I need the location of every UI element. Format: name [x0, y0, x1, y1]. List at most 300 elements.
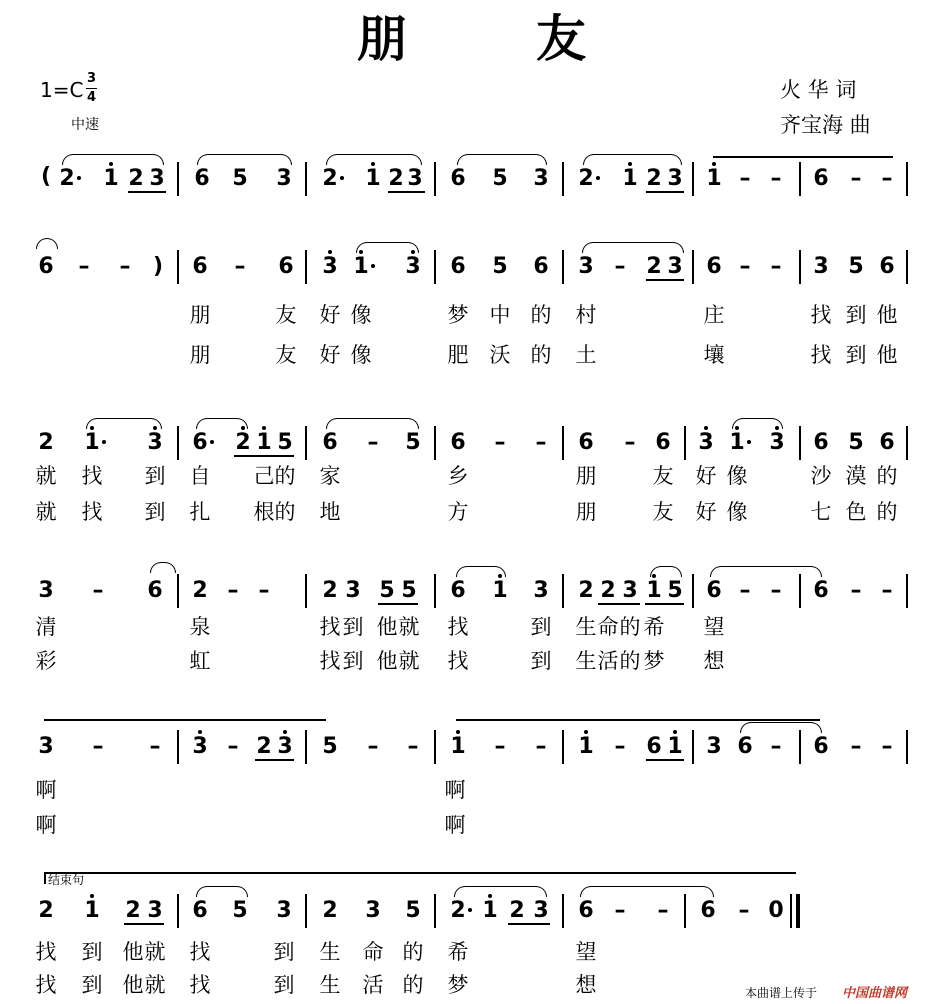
underline	[646, 759, 684, 761]
lyric-char: 找	[81, 500, 103, 524]
note: 3	[769, 430, 785, 455]
lyric-char: 找	[189, 973, 211, 997]
note: 2	[125, 898, 141, 923]
barline	[434, 894, 436, 928]
note: 1	[256, 430, 272, 455]
barline	[562, 574, 564, 608]
lyric-char: 他	[122, 973, 144, 997]
note: 2	[235, 430, 251, 455]
lyric-char: 命	[362, 940, 384, 964]
note: 3	[38, 578, 54, 603]
note: 3	[147, 898, 163, 923]
note: 0	[768, 898, 784, 923]
note: 2	[322, 898, 338, 923]
lyric-char: 到	[342, 615, 364, 639]
note: –	[770, 578, 782, 603]
note: 5	[379, 578, 395, 603]
note: 1	[353, 254, 369, 279]
barline	[177, 894, 179, 928]
note: 6	[278, 254, 294, 279]
lyric-char: 土	[575, 343, 597, 367]
note: 2	[38, 430, 54, 455]
note: –	[881, 734, 893, 759]
lyric-char: 找	[81, 464, 103, 488]
barline	[434, 250, 436, 284]
augmentation-dot	[371, 264, 375, 268]
lyric-char: 想	[703, 649, 725, 673]
note: 5	[401, 578, 417, 603]
ending-bracket-edge	[44, 872, 46, 884]
note: 2	[450, 898, 466, 923]
barline	[177, 730, 179, 764]
tie-slur	[196, 886, 248, 897]
note: 2	[322, 578, 338, 603]
lyric-char: 的	[530, 343, 552, 367]
augmentation-dot	[340, 176, 344, 180]
underline	[255, 759, 294, 761]
lyric-char: 朋	[575, 464, 597, 488]
note: 2	[388, 166, 404, 191]
lyric-char: 他	[376, 649, 398, 673]
lyric-char: 友	[652, 464, 674, 488]
note: –	[367, 430, 379, 455]
lyric-char: 庄	[703, 303, 725, 327]
note: 2	[646, 166, 662, 191]
note: 3	[276, 898, 292, 923]
note: 2	[256, 734, 272, 759]
note: 1	[729, 430, 745, 455]
lyric-char: 梦	[447, 303, 469, 327]
note: 6	[194, 166, 210, 191]
lyric-char: 的	[619, 615, 641, 639]
underline	[646, 279, 684, 281]
note: –	[535, 430, 547, 455]
barline	[799, 250, 801, 284]
barline	[434, 426, 436, 460]
note: –	[367, 734, 379, 759]
lyric-char: 就	[398, 649, 420, 673]
note: 6	[700, 898, 716, 923]
tie-slur	[582, 242, 684, 253]
tie-slur	[454, 886, 547, 897]
barline	[790, 894, 792, 928]
note: 2	[128, 166, 144, 191]
underline	[128, 191, 166, 193]
note: 6	[38, 254, 54, 279]
barline	[799, 730, 801, 764]
note: –	[494, 734, 506, 759]
note: –	[92, 578, 104, 603]
lyric-char: 友	[652, 500, 674, 524]
tie-slur	[356, 242, 419, 253]
barline	[562, 250, 564, 284]
lyric-char: 就	[398, 615, 420, 639]
lyric-char: 到	[144, 500, 166, 524]
lyric-char: 虹	[189, 649, 211, 673]
note: 5	[492, 166, 508, 191]
note: 3	[706, 734, 722, 759]
lyric-char: 望	[575, 940, 597, 964]
note: 1	[365, 166, 381, 191]
lyric-char: 像	[350, 343, 372, 367]
lyric-char: 找	[35, 940, 57, 964]
underline	[645, 603, 684, 605]
lyric-char: 生	[319, 940, 341, 964]
lyric-char: 他	[376, 615, 398, 639]
note: 1	[84, 898, 100, 923]
lyric-char: 梦	[643, 649, 665, 673]
underline	[234, 455, 294, 457]
lyric-char: 希	[643, 615, 665, 639]
lyric-char: 的	[402, 973, 424, 997]
lyric-char: 朋	[189, 343, 211, 367]
lyric-char: 像	[726, 464, 748, 488]
tie-slur	[326, 418, 419, 429]
ending-bracket	[44, 872, 796, 874]
note: 1	[492, 578, 508, 603]
note: 3	[365, 898, 381, 923]
note: 2	[322, 166, 338, 191]
lyric-char: 的	[274, 500, 296, 524]
time-signature-bottom: 4	[87, 90, 97, 105]
underline	[124, 923, 164, 925]
note: 2	[578, 166, 594, 191]
note: 3	[698, 430, 714, 455]
lyric-char: 友	[275, 343, 297, 367]
note: 3	[277, 734, 293, 759]
lyric-char: 找	[447, 615, 469, 639]
title-char-1: 朋	[357, 10, 407, 68]
barline	[906, 250, 908, 284]
lyric-char: 到	[845, 343, 867, 367]
note: 6	[813, 734, 829, 759]
note: 1	[103, 166, 119, 191]
note: 3	[667, 166, 683, 191]
high-octave-dot	[328, 250, 332, 254]
lyric-char: 中	[489, 303, 511, 327]
lyric-char: 好	[695, 500, 717, 524]
underline	[508, 923, 550, 925]
note: 2	[509, 898, 525, 923]
note: 6	[147, 578, 163, 603]
lyric-char: 到	[845, 303, 867, 327]
lyric-char: 啊	[35, 778, 57, 802]
note: 6	[578, 430, 594, 455]
lyric-char: 友	[275, 303, 297, 327]
barline	[799, 162, 801, 196]
lyric-char: 生	[319, 973, 341, 997]
barline	[305, 574, 307, 608]
note: 6	[322, 430, 338, 455]
lyric-char: 梦	[447, 973, 469, 997]
note: 6	[192, 898, 208, 923]
note: 3	[345, 578, 361, 603]
lyric-char: 就	[35, 500, 57, 524]
note: 6	[879, 430, 895, 455]
underline	[388, 191, 425, 193]
lyric-char: 自	[189, 464, 211, 488]
note: 2	[192, 578, 208, 603]
barline	[305, 730, 307, 764]
barline	[177, 574, 179, 608]
high-octave-dot	[456, 730, 460, 734]
barline	[796, 894, 800, 928]
composer-credit: 齐宝海 曲	[780, 113, 871, 137]
note: –	[614, 254, 626, 279]
note: 6	[450, 430, 466, 455]
lyric-char: 生	[575, 615, 597, 639]
underline	[598, 603, 640, 605]
note: 3	[192, 734, 208, 759]
note: –	[407, 734, 419, 759]
high-octave-dot	[198, 730, 202, 734]
tie-long	[456, 719, 820, 721]
lyric-char: 命	[597, 615, 619, 639]
high-octave-dot	[283, 730, 287, 734]
tie-slur	[86, 418, 162, 429]
lyric-char: 肥	[447, 343, 469, 367]
lyric-char: 望	[703, 615, 725, 639]
barline	[906, 574, 908, 608]
barline	[305, 426, 307, 460]
tie-slur	[732, 418, 783, 429]
tie-slur	[150, 562, 176, 573]
note: –	[739, 254, 751, 279]
note: –	[850, 734, 862, 759]
lyric-char: 壤	[703, 343, 725, 367]
lyric-char: 彩	[35, 649, 57, 673]
note: 6	[737, 734, 753, 759]
barline	[434, 730, 436, 764]
lyric-char: 漠	[845, 464, 867, 488]
lyric-char: 好	[695, 464, 717, 488]
lyric-char: 生	[575, 649, 597, 673]
lyric-char: 他	[876, 343, 898, 367]
barline	[692, 730, 694, 764]
tie-slur	[650, 566, 682, 577]
augmentation-dot	[77, 176, 81, 180]
note: 2	[38, 898, 54, 923]
lyric-char: 到	[273, 940, 295, 964]
note: 6	[578, 898, 594, 923]
lyric-char: 朋	[189, 303, 211, 327]
high-octave-dot	[262, 426, 266, 430]
augmentation-dot	[596, 176, 600, 180]
note: 2	[578, 578, 594, 603]
note: 3	[533, 898, 549, 923]
note: –	[850, 578, 862, 603]
barline	[692, 250, 694, 284]
tie-slur	[580, 886, 714, 897]
lyric-char: 的	[530, 303, 552, 327]
lyric-char: 到	[81, 973, 103, 997]
barline	[562, 162, 564, 196]
tempo-marking: 中速	[71, 117, 99, 133]
lyric-char: 朋	[575, 500, 597, 524]
lyric-char: 找	[447, 649, 469, 673]
note: 6	[706, 254, 722, 279]
note: 1	[646, 578, 662, 603]
note: 6	[450, 578, 466, 603]
lyric-char: 啊	[35, 813, 57, 837]
note: 3	[667, 254, 683, 279]
barline	[562, 730, 564, 764]
lyric-char: 乡	[447, 464, 469, 488]
lyric-char: 就	[144, 940, 166, 964]
note: 3	[322, 254, 338, 279]
high-octave-dot	[673, 730, 677, 734]
barline	[692, 574, 694, 608]
note: 3	[276, 166, 292, 191]
note: –	[78, 254, 90, 279]
ending-label: 结束句	[48, 873, 85, 887]
note: 3	[149, 166, 165, 191]
note: 6	[879, 254, 895, 279]
note: –	[657, 898, 669, 923]
note: 5	[232, 166, 248, 191]
augmentation-dot	[747, 440, 751, 444]
tie-slur	[710, 566, 822, 577]
barline	[305, 250, 307, 284]
note: 3	[533, 166, 549, 191]
note: 3	[578, 254, 594, 279]
augmentation-dot	[468, 908, 472, 912]
note: 2	[59, 166, 75, 191]
title-char-2: 友	[536, 10, 586, 68]
note: 5	[848, 430, 864, 455]
note: 1	[706, 166, 722, 191]
lyric-char: 根	[253, 500, 275, 524]
note: 6	[813, 430, 829, 455]
note: (	[40, 164, 52, 189]
note: 5	[232, 898, 248, 923]
lyric-char: 就	[35, 464, 57, 488]
lyric-char: 地	[319, 500, 341, 524]
lyric-char: 想	[575, 973, 597, 997]
note: –	[227, 578, 239, 603]
lyric-char: 到	[530, 649, 552, 673]
note: 5	[405, 898, 421, 923]
note: 6	[533, 254, 549, 279]
note: 6	[655, 430, 671, 455]
note: 1	[667, 734, 683, 759]
note: –	[881, 166, 893, 191]
lyric-char: 方	[447, 500, 469, 524]
footer-upload-text: 本曲谱上传于	[745, 986, 818, 1000]
tie-slur	[36, 238, 58, 249]
note: 6	[192, 254, 208, 279]
tie-slur	[457, 154, 547, 165]
lyric-char: 到	[81, 940, 103, 964]
note: 6	[450, 166, 466, 191]
barline	[684, 426, 686, 460]
lyric-char: 找	[35, 973, 57, 997]
underline	[646, 191, 684, 193]
lyric-char: 沙	[810, 464, 832, 488]
lyric-char: 到	[342, 649, 364, 673]
lyric-char: 找	[189, 940, 211, 964]
barline	[906, 730, 908, 764]
lyric-char: 好	[319, 343, 341, 367]
note: –	[119, 254, 131, 279]
note: 3	[813, 254, 829, 279]
note: 6	[450, 254, 466, 279]
high-octave-dot	[704, 426, 708, 430]
tie-slur	[740, 722, 822, 733]
site-logo: 中国曲谱网	[842, 986, 908, 1001]
lyric-char: 就	[144, 973, 166, 997]
note: 5	[405, 430, 421, 455]
lyric-char: 像	[726, 500, 748, 524]
note: –	[850, 166, 862, 191]
note: 1	[482, 898, 498, 923]
lyric-char: 到	[273, 973, 295, 997]
high-octave-dot	[584, 730, 588, 734]
lyric-char: 找	[319, 615, 341, 639]
note: –	[92, 734, 104, 759]
note: –	[770, 254, 782, 279]
key-signature: 1=C	[40, 78, 84, 102]
time-signature-line	[86, 88, 97, 89]
lyric-char: 到	[530, 615, 552, 639]
note: 5	[322, 734, 338, 759]
tie-slur	[583, 154, 682, 165]
barline	[799, 574, 801, 608]
lyric-char: 活	[597, 649, 619, 673]
note: 1	[450, 734, 466, 759]
note: 5	[848, 254, 864, 279]
note: –	[614, 734, 626, 759]
note: 5	[667, 578, 683, 603]
barline	[177, 250, 179, 284]
note: –	[535, 734, 547, 759]
tie-continuation	[713, 156, 893, 158]
note: –	[227, 734, 239, 759]
note: 6	[646, 734, 662, 759]
note: 1	[84, 430, 100, 455]
high-octave-dot	[712, 162, 716, 166]
note: –	[739, 166, 751, 191]
augmentation-dot	[210, 440, 214, 444]
tie-long	[44, 719, 326, 721]
barline	[684, 894, 686, 928]
barline	[562, 894, 564, 928]
barline	[692, 162, 694, 196]
note: –	[494, 430, 506, 455]
tie-slur	[326, 154, 422, 165]
note: 3	[38, 734, 54, 759]
barline	[906, 426, 908, 460]
lyric-char: 的	[876, 500, 898, 524]
lyric-char: 扎	[189, 500, 211, 524]
lyric-char: 色	[845, 500, 867, 524]
barline	[906, 162, 908, 196]
lyric-char: 的	[619, 649, 641, 673]
augmentation-dot	[102, 440, 106, 444]
note: –	[739, 578, 751, 603]
note: 3	[533, 578, 549, 603]
note: 3	[407, 166, 423, 191]
note: )	[152, 254, 164, 279]
barline	[305, 894, 307, 928]
note: 2	[600, 578, 616, 603]
lyric-char: 的	[402, 940, 424, 964]
barline	[434, 162, 436, 196]
barline	[434, 574, 436, 608]
lyric-char: 他	[122, 940, 144, 964]
underline	[378, 603, 418, 605]
lyric-char: 啊	[444, 813, 466, 837]
